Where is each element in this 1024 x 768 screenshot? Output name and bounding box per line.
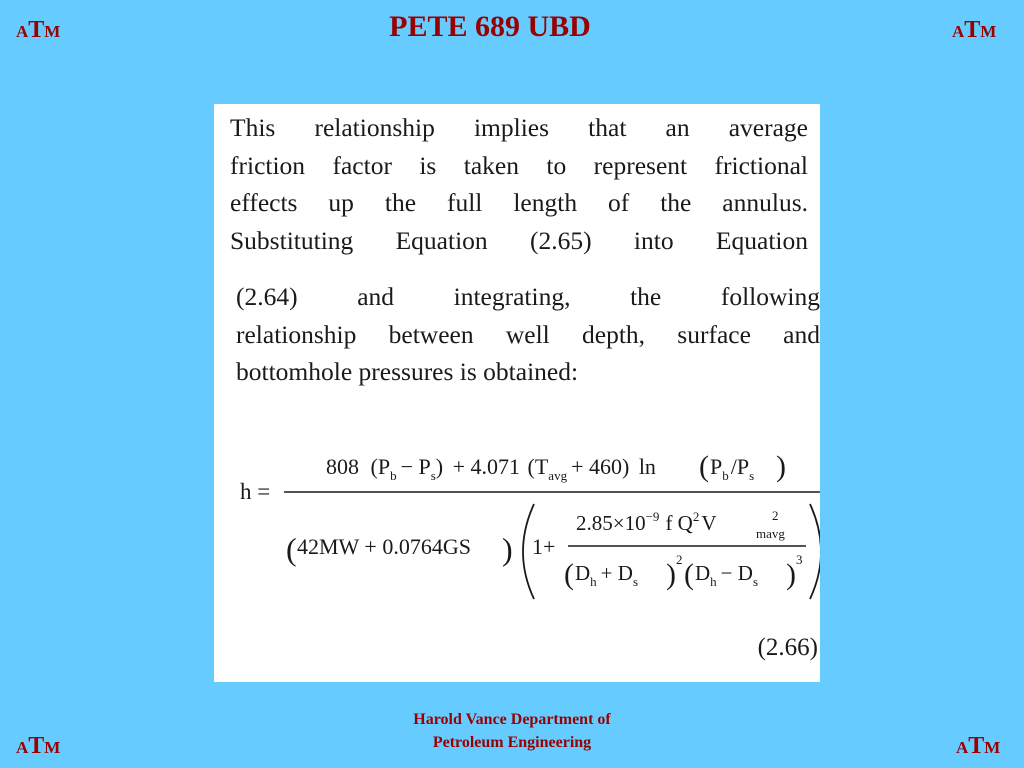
inner-den-paren-1-right: ) (666, 558, 676, 591)
inner-den-paren-2-left: ( (684, 558, 694, 591)
ln-open-paren: ( (699, 450, 709, 483)
logo-letter-t: T (964, 17, 981, 43)
footer-line-1: Harold Vance Department of (413, 711, 611, 728)
text-line: This relationship implies that an average (230, 113, 808, 142)
denominator-paren-left: ( (286, 531, 297, 567)
big-right-bracket (810, 504, 820, 599)
paragraph-1 (230, 109, 808, 259)
inner-den-paren-1-left: ( (564, 558, 574, 591)
equation-lhs: h = (240, 479, 271, 504)
inner-den-exponent-3: 3 (796, 552, 803, 567)
denominator-factor-1: 42MW + 0.0764GS (297, 534, 471, 559)
logo-letter-t: T (968, 733, 985, 759)
logo-letter-t: T (28, 733, 45, 759)
text-line: friction factor is taken to represent frictional (230, 150, 808, 180)
equation-numerator: 808 $(P_b - P_s)$ + 4.071 $(T_{avg} + 460)$ ln (326, 454, 656, 483)
logo-letter-a: A (16, 22, 29, 41)
inner-den-sum: $D_h + D_s$ (575, 561, 638, 589)
text-line: relationship between well depth, surface and (236, 319, 820, 349)
text-line: Substituting Equation (2.65) into Equation (230, 225, 808, 255)
inner-den-exponent-2: 2 (676, 552, 683, 567)
logo-letter-a: A (16, 738, 29, 757)
inner-den-paren-2-right: ) (786, 558, 796, 591)
one-plus: 1+ (532, 534, 556, 559)
paragraph-2 (236, 278, 820, 391)
v-exponent: 2 (772, 508, 779, 523)
logo-letter-a: A (956, 738, 969, 757)
footer-line-2: Petroleum Engineering (432, 734, 592, 751)
logo-letter-a: A (952, 22, 965, 41)
inner-numerator: $2.85\times 10^{-9}$ f $Q^2V$ (576, 509, 717, 535)
equation-number: (2.66) (757, 634, 818, 661)
logo-letter-m: M (44, 738, 61, 757)
text-line: bottomhole pressures is obtained: (236, 357, 579, 386)
denominator-paren-right: ) (502, 531, 513, 567)
ln-argument: $P_b/P_s$ (710, 454, 755, 483)
footer-department (362, 708, 662, 754)
logo-letter-t: T (28, 17, 45, 43)
equation-graphic (214, 434, 820, 634)
logo-letter-m: M (980, 22, 997, 41)
ln-close-paren: ) (776, 450, 786, 483)
text-line: effects up the full length of the annulus. (230, 188, 808, 217)
slide-title: PETE 689 UBD (389, 10, 591, 43)
text-line: (2.64) and integrating, the following (236, 282, 820, 311)
equation-2-66 (214, 434, 820, 634)
atm-logo-bottom-left (16, 734, 60, 758)
inner-den-difference: $D_h - D_s$ (695, 561, 758, 589)
logo-letter-m: M (984, 738, 1001, 757)
logo-letter-m: M (44, 22, 61, 41)
v-subscript: mavg (756, 526, 785, 541)
atm-logo-bottom-right (956, 734, 1000, 758)
scanned-text-image (214, 104, 820, 682)
